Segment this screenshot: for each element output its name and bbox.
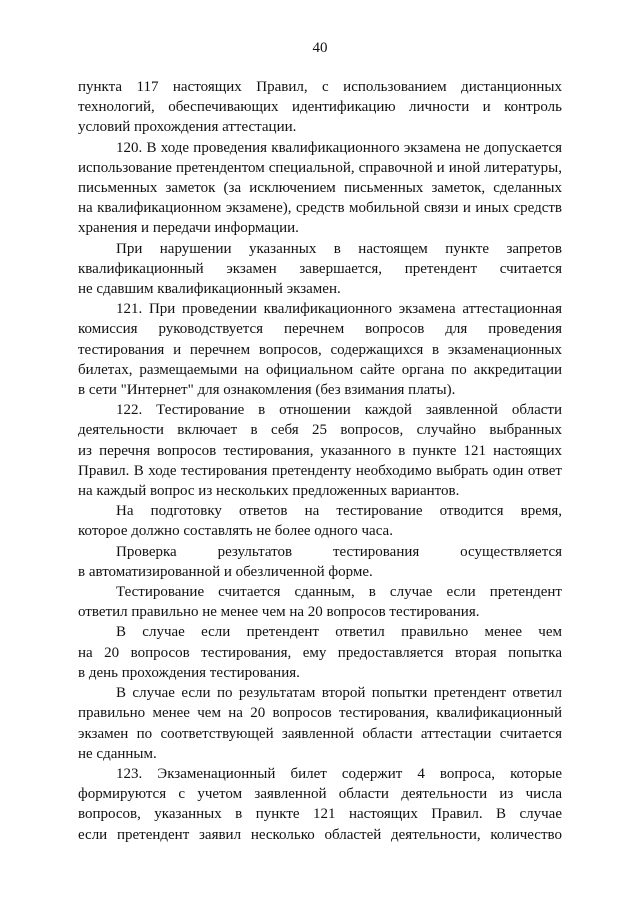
text-line: Тестирование считается сданным, в случае если претендент: [116, 584, 562, 601]
text-line: При нарушении указанных в настоящем пункте запретов: [116, 240, 562, 257]
text-line: которое должно составлять не более одного часа.: [78, 523, 393, 540]
text-line: 120. В ходе проведения квалификационного экзамена не допускается: [116, 139, 562, 156]
text-line: билетах, размещаемыми на официальном сайте органа по аккредитации: [78, 361, 562, 378]
paragraph: [78, 582, 562, 622]
text-line: На подготовку ответов на тестирование отводится время,: [116, 503, 562, 520]
text-line: комиссия руководствуется перечнем вопросов для проведения: [78, 321, 562, 338]
text-line: В случае если по результатам второй попытки претендент ответил: [116, 685, 562, 702]
text-line: использование претендентом специальной, справочной и иной литературы,: [78, 159, 562, 176]
text-line: 122. Тестирование в отношении каждой заявленной области: [116, 402, 562, 419]
page-number: 40: [312, 40, 328, 56]
text-line: квалификационный экзамен завершается, претендент считается: [78, 260, 562, 277]
text-line: из перечня вопросов тестирования, указанного в пункте 121 настоящих: [78, 442, 562, 459]
paragraph: [78, 299, 562, 400]
paragraph: [78, 764, 562, 845]
text-line: технологий, обеспечивающих идентификацию личности и контроль: [78, 99, 562, 116]
paragraph: [78, 239, 562, 300]
paragraph: [78, 622, 562, 683]
text-line: 121. При проведении квалификационного экзамена аттестационная: [116, 301, 562, 318]
paragraph: [78, 400, 562, 501]
text-line: на квалификационном экзамене), средств мобильной связи и иных средств: [78, 200, 562, 217]
text-line: экзамен по соответствующей заявленной области аттестации считается: [78, 725, 562, 742]
paragraph: [78, 683, 562, 764]
text-line: в сети "Интернет" для ознакомления (без взимания платы).: [78, 382, 456, 399]
text-line: на 20 вопросов тестирования, ему предоставляется вторая попытка: [78, 644, 562, 661]
document-body: [78, 77, 562, 845]
text-line: ответил правильно не менее чем на 20 вопросов тестирования.: [78, 604, 480, 621]
text-line: письменных заметок (за исключением письменных заметок, сделанных: [78, 180, 562, 197]
paragraph: [78, 501, 562, 541]
text-line: тестирования и перечнем вопросов, содержащихся в экзаменационных: [78, 341, 562, 358]
text-line: условий прохождения аттестации.: [78, 119, 297, 136]
text-line: правильно менее чем на 20 вопросов тестирования, квалификационный: [78, 705, 562, 722]
text-line: в автоматизированной и обезличенной форме.: [78, 563, 373, 580]
text-line: если претендент заявил несколько областей деятельности, количество: [78, 826, 562, 843]
text-line: Правил. В ходе тестирования претенденту необходимо выбрать один ответ: [78, 462, 562, 479]
text-line: формируются с учетом заявленной области деятельности из числа: [78, 786, 562, 803]
paragraph: [78, 77, 562, 138]
text-line: В случае если претендент ответил правильно менее чем: [116, 624, 562, 641]
text-line: в день прохождения тестирования.: [78, 664, 300, 681]
text-line: хранения и передачи информации.: [78, 220, 299, 237]
text-line: на каждый вопрос из нескольких предложенных вариантов.: [78, 483, 460, 500]
text-line: 123. Экзаменационный билет содержит 4 вопроса, которые: [116, 765, 562, 782]
text-line: Проверка результатов тестирования осуществляется: [116, 543, 562, 560]
paragraph: [78, 138, 562, 239]
text-line: не сдавшим квалификационный экзамен.: [78, 281, 341, 298]
text-line: пункта 117 настоящих Правил, с использованием дистанционных: [78, 79, 562, 95]
text-line: вопросов, указанных в пункте 121 настоящих Правил. В случае: [78, 806, 562, 823]
text-line: деятельности включает в себя 25 вопросов, случайно выбранных: [78, 422, 562, 439]
text-line: не сданным.: [78, 745, 157, 762]
paragraph: [78, 542, 562, 582]
